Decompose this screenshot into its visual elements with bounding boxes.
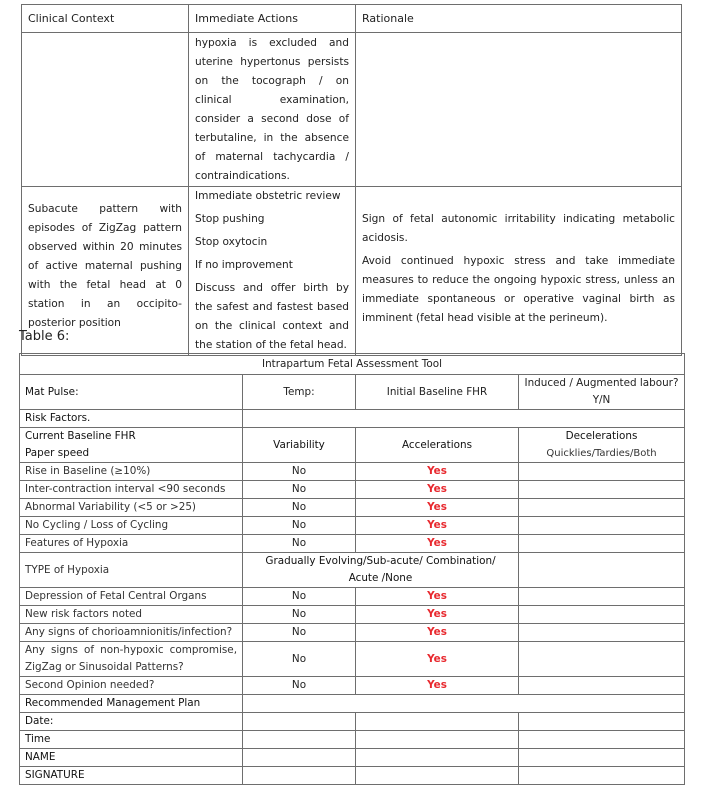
name-label: NAME: [20, 749, 243, 767]
yes-option[interactable]: Yes: [356, 499, 519, 517]
variability-header: Variability: [243, 428, 356, 463]
table-row: [22, 187, 682, 356]
rationale-cell: [356, 187, 682, 356]
table-row: [20, 642, 685, 677]
type-of-hypoxia-options[interactable]: Gradually Evolving/Sub-acute/ Combination/ Acute /None: [243, 553, 519, 588]
notes-cell[interactable]: [519, 642, 685, 677]
table-row: [20, 677, 685, 695]
date-row: [20, 713, 685, 731]
notes-cell[interactable]: [519, 463, 685, 481]
signature-field-3[interactable]: [519, 767, 685, 785]
no-option[interactable]: No: [243, 588, 356, 606]
time-label: Time: [20, 731, 243, 749]
immediate-actions-cell: [189, 187, 356, 356]
no-option[interactable]: No: [243, 535, 356, 553]
table-row: [20, 517, 685, 535]
table-caption: Table 6:: [19, 329, 70, 344]
no-option[interactable]: No: [243, 677, 356, 695]
rationale-cell: [356, 33, 682, 187]
action-item: If no improvement: [195, 259, 293, 271]
name-field[interactable]: [243, 749, 356, 767]
mat-pulse-field[interactable]: Mat Pulse:: [20, 375, 243, 410]
row-label: Second Opinion needed?: [20, 677, 243, 695]
signature-label: SIGNATURE: [20, 767, 243, 785]
table-row: [20, 588, 685, 606]
current-baseline-label: [20, 428, 243, 463]
header-clinical-context: Clinical Context: [22, 5, 189, 33]
row-label: Features of Hypoxia: [20, 535, 243, 553]
header-rationale: Rationale: [356, 5, 682, 33]
action-item: Discuss and offer birth by the safest and fastest based on the clinical context and the station of the fetal head.: [195, 282, 349, 351]
no-option[interactable]: No: [243, 499, 356, 517]
type-of-hypoxia-row: [20, 553, 685, 588]
column-header-row: [20, 428, 685, 463]
table-row: [20, 463, 685, 481]
notes-cell[interactable]: [519, 481, 685, 499]
no-option[interactable]: No: [243, 481, 356, 499]
row-label: Depression of Fetal Central Organs: [20, 588, 243, 606]
rationale-paragraph: Sign of fetal autonomic irritability indicating metabolic acidosis.: [362, 213, 675, 244]
action-item: Stop pushing: [195, 213, 265, 225]
row-label: No Cycling / Loss of Cycling: [20, 517, 243, 535]
date-field-2[interactable]: [356, 713, 519, 731]
no-option[interactable]: No: [243, 642, 356, 677]
risk-factors-label: Risk Factors.: [20, 410, 243, 428]
initial-baseline-field[interactable]: Initial Baseline FHR: [356, 375, 519, 410]
clinical-context-cell: [22, 33, 189, 187]
row-label: Any signs of chorioamnionitis/infection?: [20, 624, 243, 642]
notes-cell[interactable]: [519, 499, 685, 517]
no-option[interactable]: No: [243, 606, 356, 624]
yes-option[interactable]: Yes: [356, 463, 519, 481]
header-immediate-actions: Immediate Actions: [189, 5, 356, 33]
risk-factors-field[interactable]: [243, 410, 685, 428]
action-item: Stop oxytocin: [195, 236, 268, 248]
action-item: Immediate obstetric review: [195, 190, 341, 202]
decelerations-text: Decelerations: [565, 430, 638, 442]
notes-cell[interactable]: [519, 624, 685, 642]
paper-speed-text: Paper speed: [25, 447, 90, 459]
fetal-assessment-table: [19, 353, 685, 785]
yes-option[interactable]: Yes: [356, 642, 519, 677]
time-field-3[interactable]: [519, 731, 685, 749]
decelerations-header: [519, 428, 685, 463]
table-title: Intrapartum Fetal Assessment Tool: [20, 354, 685, 375]
row-label: Rise in Baseline (≥10%): [20, 463, 243, 481]
table-row: [20, 624, 685, 642]
name-row: [20, 749, 685, 767]
notes-cell[interactable]: [519, 517, 685, 535]
clinical-context-cell: Subacute pattern with episodes of ZigZag pattern observed within 20 minutes of active maternal pushing with the fetal head at 0 station in an occipito-posterior position: [22, 187, 189, 356]
induced-augmented-field[interactable]: Induced / Augmented labour? Y/N: [519, 375, 685, 410]
notes-cell[interactable]: [519, 553, 685, 588]
notes-cell[interactable]: [519, 535, 685, 553]
table-title-row: [20, 354, 685, 375]
risk-factors-row: [20, 410, 685, 428]
yes-option[interactable]: Yes: [356, 481, 519, 499]
table-row: [20, 481, 685, 499]
notes-cell[interactable]: [519, 588, 685, 606]
yes-option[interactable]: Yes: [356, 588, 519, 606]
table-row: [22, 33, 682, 187]
no-option[interactable]: No: [243, 517, 356, 535]
accelerations-header: Accelerations: [356, 428, 519, 463]
no-option[interactable]: No: [243, 463, 356, 481]
notes-cell[interactable]: [519, 677, 685, 695]
decelerations-options: Quicklies/Tardies/Both: [546, 448, 657, 459]
row-label: Inter-contraction interval <90 seconds: [20, 481, 243, 499]
rationale-paragraph: Avoid continued hypoxic stress and take immediate measures to reduce the ongoing hypoxic stress, unless an immediate spontaneous or operative vaginal birth as imminent (fetal head visible at the perineum).: [362, 255, 675, 324]
table-row: [20, 606, 685, 624]
management-plan-row: [20, 695, 685, 713]
table-row: [20, 499, 685, 517]
management-plan-label: Recommended Management Plan: [20, 695, 243, 713]
signature-field[interactable]: [243, 767, 356, 785]
yes-option[interactable]: Yes: [356, 624, 519, 642]
time-field-2[interactable]: [356, 731, 519, 749]
date-label: Date:: [20, 713, 243, 731]
date-field[interactable]: [243, 713, 356, 731]
row-label: New risk factors noted: [20, 606, 243, 624]
signature-field-2[interactable]: [356, 767, 519, 785]
date-field-3[interactable]: [519, 713, 685, 731]
time-row: [20, 731, 685, 749]
temp-field[interactable]: Temp:: [243, 375, 356, 410]
yes-option[interactable]: Yes: [356, 677, 519, 695]
name-field-2[interactable]: [356, 749, 519, 767]
vitals-row: [20, 375, 685, 410]
management-plan-field[interactable]: [243, 695, 685, 713]
row-label: Any signs of non-hypoxic compromise, ZigZag or Sinusoidal Patterns?: [20, 642, 243, 677]
name-field-3[interactable]: [519, 749, 685, 767]
yes-option[interactable]: Yes: [356, 517, 519, 535]
row-label: Abnormal Variability (<5 or >25): [20, 499, 243, 517]
no-option[interactable]: No: [243, 624, 356, 642]
table-header-row: [22, 5, 682, 33]
current-baseline-text: Current Baseline FHR: [25, 430, 136, 442]
table-row: [20, 535, 685, 553]
signature-row: [20, 767, 685, 785]
clinical-guidance-table: [21, 4, 682, 356]
notes-cell[interactable]: [519, 606, 685, 624]
yes-option[interactable]: Yes: [356, 606, 519, 624]
type-of-hypoxia-label: TYPE of Hypoxia: [20, 553, 243, 588]
yes-option[interactable]: Yes: [356, 535, 519, 553]
immediate-actions-cell: hypoxia is excluded and uterine hypertonus persists on the tocograph / on clinical examination, consider a second dose of terbutaline, in the absence of maternal tachycardia / contraindications.: [189, 33, 356, 187]
time-field[interactable]: [243, 731, 356, 749]
